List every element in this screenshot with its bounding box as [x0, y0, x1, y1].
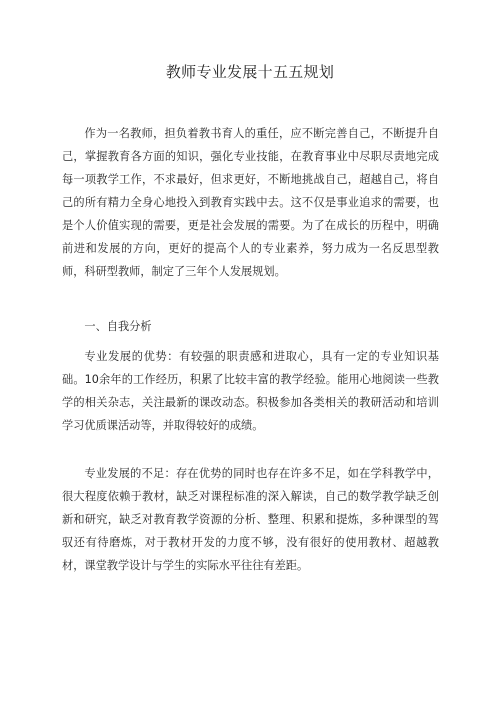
section-heading-self-analysis: 一、自我分析: [84, 320, 152, 333]
strengths-paragraph: 专业发展的优势：有较强的职责感和进取心，具有一定的专业知识基础。10余年的工作经历，积累了比较丰富的教学经验。能用心地阅读一些教学的相关杂志，关注最新的课改动态。积极参加各类相关的教研活动和培训学习优质课活动等，并取得较好的成绩。: [62, 350, 439, 432]
weaknesses-paragraph: 专业发展的不足：存在优势的同时也存在许多不足，如在学科教学中，很大程度依赖于教材，缺乏对课程标准的深入解读，自己的数学教学缺乏创新和研究，缺乏对教育教学资源的分析、整理、积累和提炼，多种课型的驾驭还有待磨炼，对于教材开发的力度不够，没有很好的使用教材、超越教材，课堂教学设计与学生的实际水平往往有差距。: [62, 467, 439, 572]
intro-paragraph: 作为一名教师，担负着教书育人的重任，应不断完善自己，不断提升自己，掌握教育各方面的知识，强化专业技能，在教育事业中尽职尽责地完成每一项教学工作，不求最好，但求更好，不断地挑战自己，超越自己，将自己的所有精力全身心地投入到教育实践中去。这不仅是事业追求的需要，也是个人价值实现的需要，更是社会发展的需要。为了在成长的历程中，明确前进和发展的方向，更好的提高个人的专业素养，努力成为一名反思型教师，科研型教师，制定了三年个人发展规划。: [62, 127, 439, 278]
document-title: 教师专业发展十五五规划: [165, 63, 335, 81]
